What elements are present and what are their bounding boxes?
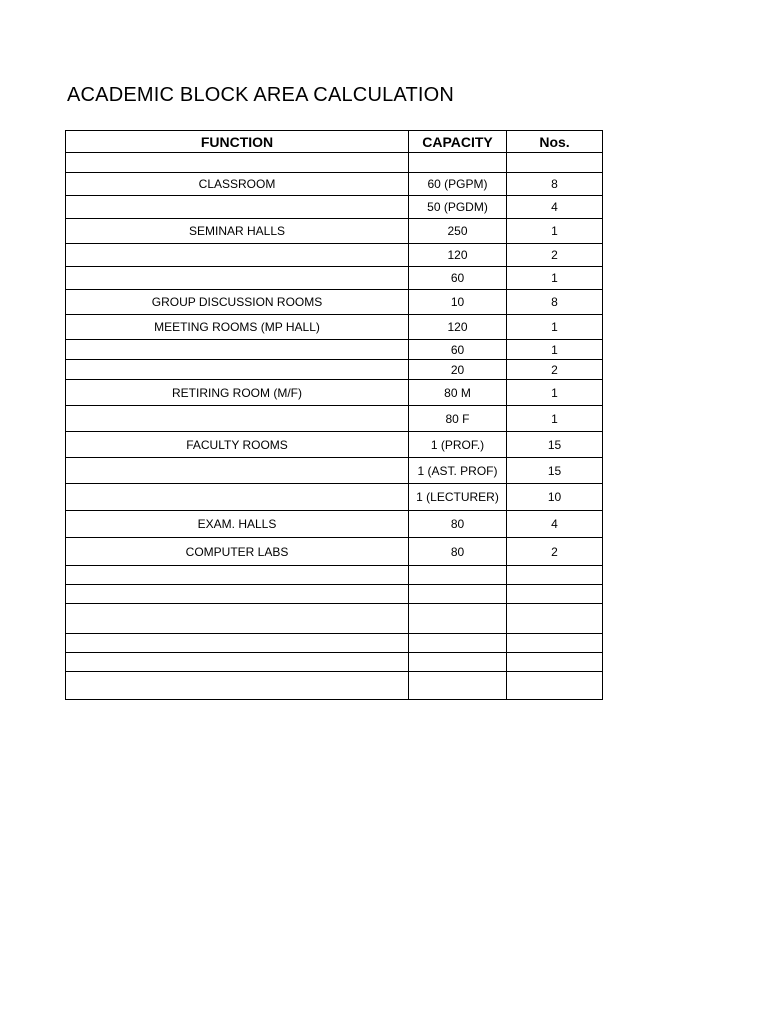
cell-capacity — [409, 672, 507, 700]
cell-nos — [507, 153, 603, 173]
cell-nos — [507, 604, 603, 634]
table-row — [66, 244, 603, 267]
cell-capacity: 20 — [409, 360, 507, 380]
table-row — [66, 267, 603, 290]
cell-function — [66, 340, 409, 360]
table-header-row — [66, 131, 603, 153]
table-row — [66, 315, 603, 340]
table-row — [66, 290, 603, 315]
cell-function: COMPUTER LABS — [66, 538, 409, 566]
cell-function: EXAM. HALLS — [66, 511, 409, 538]
cell-function — [66, 244, 409, 267]
cell-capacity: 1 (LECTURER) — [409, 484, 507, 511]
cell-capacity — [409, 566, 507, 585]
header-capacity: CAPACITY — [409, 131, 507, 153]
cell-capacity — [409, 653, 507, 672]
cell-nos: 8 — [507, 290, 603, 315]
cell-function — [66, 406, 409, 432]
table-row — [66, 484, 603, 511]
cell-capacity — [409, 604, 507, 634]
cell-nos: 2 — [507, 244, 603, 267]
cell-function: SEMINAR HALLS — [66, 219, 409, 244]
cell-nos: 1 — [507, 315, 603, 340]
cell-function — [66, 360, 409, 380]
table-row — [66, 360, 603, 380]
cell-function: CLASSROOM — [66, 173, 409, 196]
cell-nos — [507, 566, 603, 585]
cell-nos: 10 — [507, 484, 603, 511]
cell-function — [66, 604, 409, 634]
cell-nos: 1 — [507, 380, 603, 406]
document-title: ACADEMIC BLOCK AREA CALCULATION — [67, 84, 455, 106]
table-row — [66, 458, 603, 484]
table-row — [66, 432, 603, 458]
cell-nos: 1 — [507, 219, 603, 244]
table-row — [66, 340, 603, 360]
cell-nos — [507, 634, 603, 653]
cell-nos: 2 — [507, 538, 603, 566]
cell-function — [66, 634, 409, 653]
cell-capacity: 10 — [409, 290, 507, 315]
table-row — [66, 173, 603, 196]
header-nos: Nos. — [507, 131, 603, 153]
cell-function: GROUP DISCUSSION ROOMS — [66, 290, 409, 315]
cell-capacity: 60 — [409, 340, 507, 360]
table-row — [66, 380, 603, 406]
table-row — [66, 511, 603, 538]
table-row — [66, 153, 603, 173]
cell-capacity: 1 (PROF.) — [409, 432, 507, 458]
cell-capacity — [409, 585, 507, 604]
cell-function — [66, 153, 409, 173]
cell-function — [66, 672, 409, 700]
cell-capacity: 120 — [409, 315, 507, 340]
cell-capacity: 80 — [409, 511, 507, 538]
cell-nos: 8 — [507, 173, 603, 196]
cell-function — [66, 267, 409, 290]
cell-capacity: 80 — [409, 538, 507, 566]
cell-function: FACULTY ROOMS — [66, 432, 409, 458]
cell-nos — [507, 672, 603, 700]
table-row — [66, 653, 603, 672]
table-row — [66, 538, 603, 566]
table-body — [66, 153, 603, 700]
table-row — [66, 634, 603, 653]
cell-nos: 1 — [507, 406, 603, 432]
table-row — [66, 604, 603, 634]
cell-function — [66, 653, 409, 672]
cell-nos: 4 — [507, 511, 603, 538]
cell-capacity — [409, 634, 507, 653]
cell-nos: 15 — [507, 458, 603, 484]
cell-function — [66, 196, 409, 219]
cell-function: RETIRING ROOM (M/F) — [66, 380, 409, 406]
cell-function — [66, 585, 409, 604]
cell-nos: 1 — [507, 340, 603, 360]
cell-capacity: 60 — [409, 267, 507, 290]
cell-capacity: 120 — [409, 244, 507, 267]
cell-capacity: 250 — [409, 219, 507, 244]
cell-function — [66, 484, 409, 511]
cell-capacity: 50 (PGDM) — [409, 196, 507, 219]
cell-nos — [507, 653, 603, 672]
cell-nos: 4 — [507, 196, 603, 219]
cell-capacity: 1 (AST. PROF) — [409, 458, 507, 484]
cell-capacity: 80 M — [409, 380, 507, 406]
table-row — [66, 406, 603, 432]
cell-capacity — [409, 153, 507, 173]
cell-capacity: 80 F — [409, 406, 507, 432]
cell-nos: 15 — [507, 432, 603, 458]
cell-capacity: 60 (PGPM) — [409, 173, 507, 196]
table-row — [66, 672, 603, 700]
table-row — [66, 566, 603, 585]
cell-nos: 1 — [507, 267, 603, 290]
table-row — [66, 585, 603, 604]
header-function: FUNCTION — [66, 131, 409, 153]
table-row — [66, 219, 603, 244]
cell-nos: 2 — [507, 360, 603, 380]
cell-function: MEETING ROOMS (MP HALL) — [66, 315, 409, 340]
cell-function — [66, 458, 409, 484]
area-calculation-table — [65, 130, 603, 700]
cell-function — [66, 566, 409, 585]
cell-nos — [507, 585, 603, 604]
table-row — [66, 196, 603, 219]
